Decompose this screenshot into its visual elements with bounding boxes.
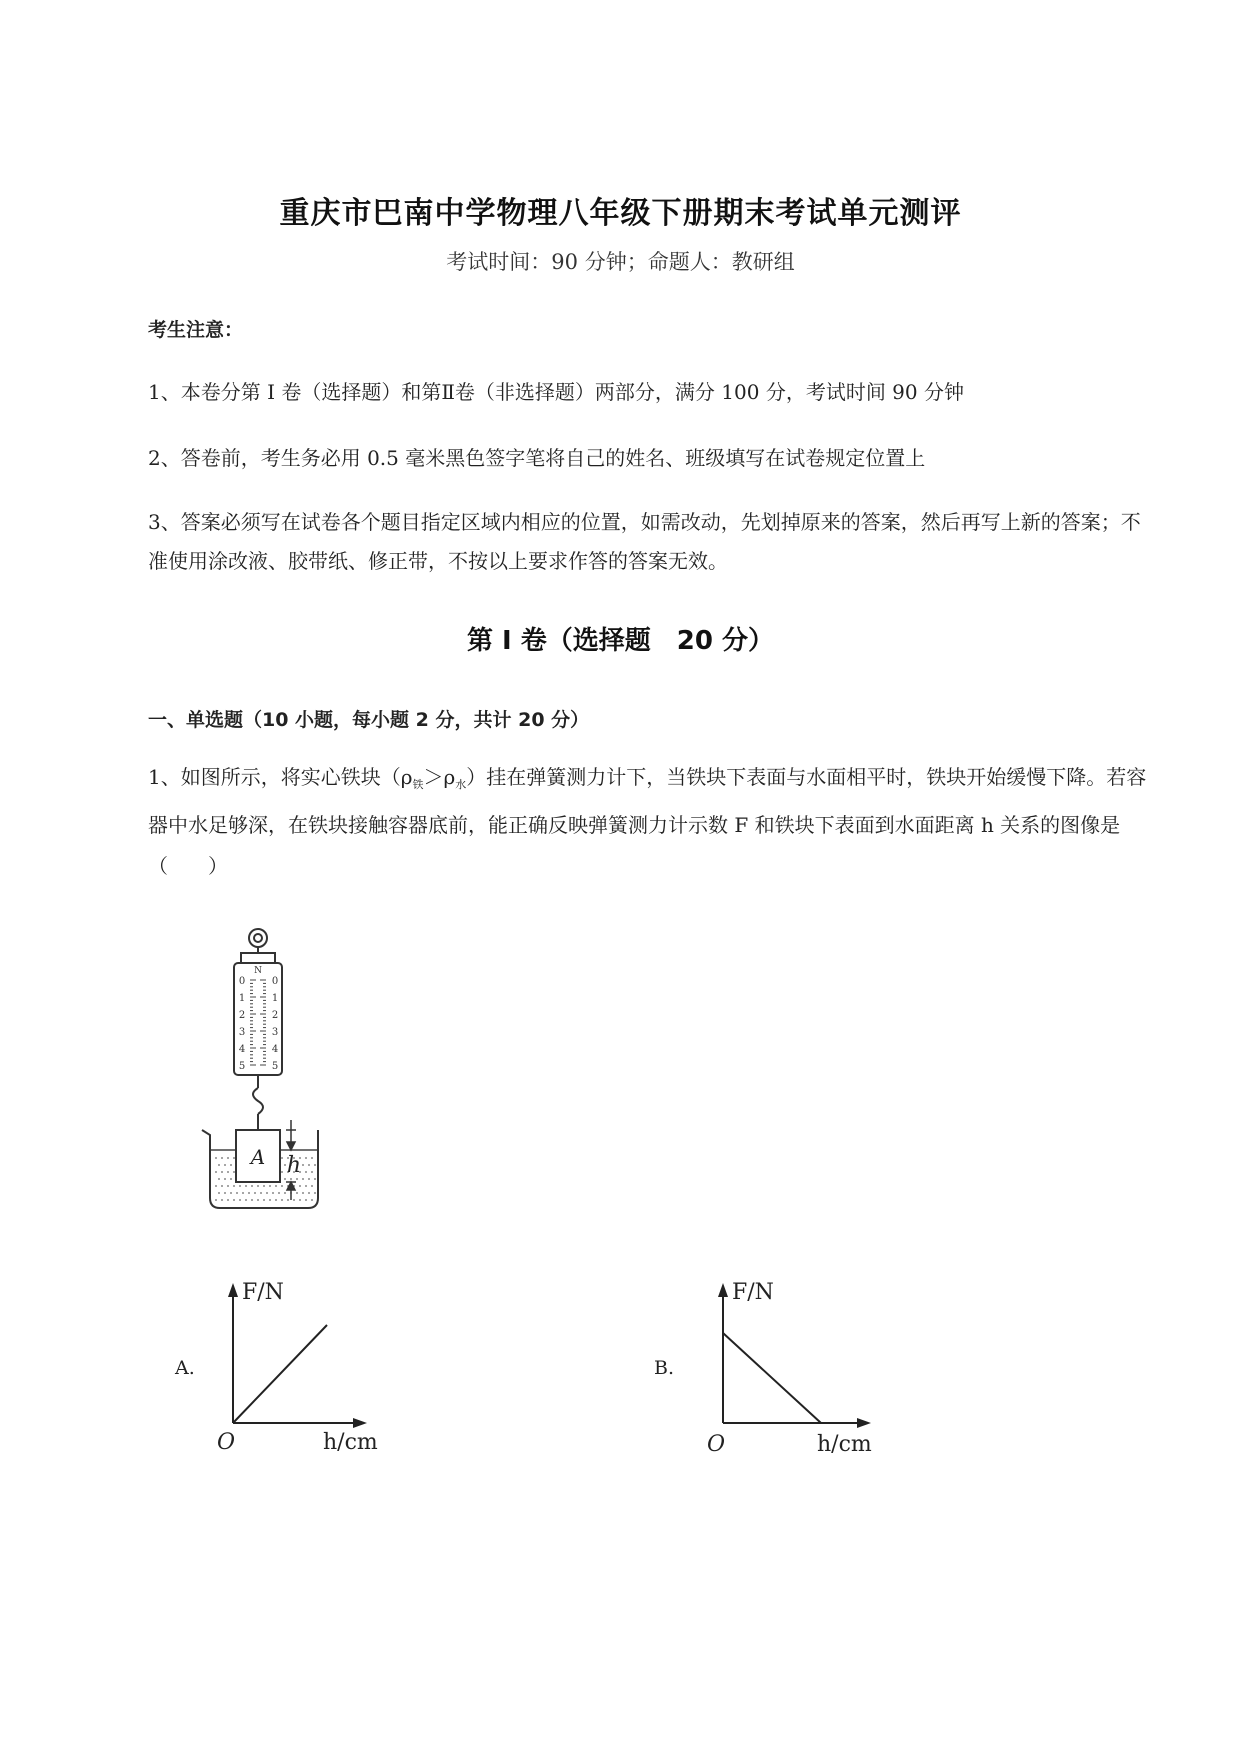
scale-number: 3 — [271, 1027, 279, 1038]
part-heading: 一、单选题（10 小题，每小题 2 分，共计 20 分） — [148, 709, 590, 731]
water-dot — [224, 1164, 226, 1166]
exam-subtitle: 考试时间：90 分钟；命题人：教研组 — [446, 250, 795, 274]
water-dot — [308, 1178, 310, 1180]
x-axis-label: h/cm — [817, 1432, 872, 1455]
water-dot — [293, 1199, 295, 1201]
scale-number: 3 — [238, 1027, 246, 1038]
water-dot — [230, 1178, 232, 1180]
water-dot — [311, 1171, 313, 1173]
scale-number: 1 — [271, 993, 279, 1004]
water-dot — [281, 1171, 283, 1173]
water-dot — [257, 1185, 259, 1187]
water-dot — [248, 1192, 250, 1194]
water-dot — [233, 1185, 235, 1187]
water-dot — [224, 1178, 226, 1180]
water-dot — [314, 1178, 316, 1180]
water-dot — [251, 1185, 253, 1187]
water-dot — [311, 1185, 313, 1187]
scale-number: 0 — [271, 976, 279, 987]
water-dot — [272, 1192, 274, 1194]
water-dot — [221, 1171, 223, 1173]
water-dot — [284, 1192, 286, 1194]
depth-indicator — [286, 1120, 301, 1200]
iron-block-label: A — [250, 1145, 266, 1169]
iron-block — [236, 1130, 280, 1182]
option-a-graph[interactable] — [215, 1275, 395, 1455]
water-dot — [218, 1178, 220, 1180]
water-dot — [239, 1199, 241, 1201]
water-dot — [308, 1164, 310, 1166]
water-dot — [311, 1199, 313, 1201]
y-axis-arrow — [228, 1283, 238, 1297]
water-dot — [230, 1164, 232, 1166]
water-dot — [239, 1185, 241, 1187]
subscript-iron: 铁 — [412, 778, 424, 791]
scale-number: 1 — [238, 993, 246, 1004]
option-a-label[interactable]: A. — [175, 1357, 195, 1379]
water-dot — [266, 1192, 268, 1194]
water-dot — [215, 1157, 217, 1159]
water-dot — [311, 1157, 313, 1159]
water-dot — [227, 1171, 229, 1173]
water-dot — [269, 1185, 271, 1187]
exam-title: 重庆市巴南中学物理八年级下册期末考试单元测评 — [279, 196, 962, 231]
water-dot — [233, 1171, 235, 1173]
option-b-label[interactable]: B. — [654, 1357, 675, 1379]
water-dot — [221, 1199, 223, 1201]
water-dot — [263, 1199, 265, 1201]
water-dot — [281, 1199, 283, 1201]
scale-numbers-left — [239, 976, 245, 1072]
water-dot — [224, 1192, 226, 1194]
water-dot — [233, 1157, 235, 1159]
water-dot — [302, 1164, 304, 1166]
water-dot — [308, 1192, 310, 1194]
notice-rule-2: 2、答卷前，考生务必用 0.5 毫米黑色签字笔将自己的姓名、班级填写在试卷规定位置上 — [148, 446, 926, 470]
water-dot — [218, 1164, 220, 1166]
y-axis-arrow — [718, 1283, 728, 1297]
water-dot — [215, 1185, 217, 1187]
water-dot — [215, 1199, 217, 1201]
question-1-gt: ＞ρ — [423, 765, 456, 789]
scale-ticks — [250, 980, 266, 1065]
origin-label: O — [217, 1430, 236, 1455]
water-dot — [221, 1185, 223, 1187]
water-dot — [275, 1199, 277, 1201]
water-dot — [296, 1178, 298, 1180]
water-dot — [290, 1178, 292, 1180]
water-dot — [278, 1192, 280, 1194]
water-dot — [287, 1199, 289, 1201]
water-dot — [314, 1164, 316, 1166]
origin-label: O — [707, 1432, 726, 1455]
water-dot — [305, 1199, 307, 1201]
water-dot — [281, 1157, 283, 1159]
water-dot — [305, 1185, 307, 1187]
water-dot — [263, 1185, 265, 1187]
water-dot — [251, 1199, 253, 1201]
question-1 — [148, 757, 1148, 887]
graph-line — [723, 1333, 821, 1423]
scale-number: 0 — [238, 976, 246, 987]
notice-heading: 考生注意： — [148, 319, 244, 341]
water-dot — [299, 1199, 301, 1201]
y-axis-label: F/N — [732, 1280, 774, 1305]
scale-number: 2 — [271, 1010, 279, 1021]
scale-number: 4 — [238, 1044, 246, 1055]
x-axis-label: h/cm — [323, 1430, 378, 1455]
subscript-water: 水 — [455, 778, 467, 791]
scale-numbers-right — [272, 976, 278, 1072]
depth-label: h — [286, 1153, 302, 1178]
scale-number: 4 — [271, 1044, 279, 1055]
water-dot — [245, 1185, 247, 1187]
water-dot — [260, 1192, 262, 1194]
water-dot — [233, 1199, 235, 1201]
water-dot — [218, 1192, 220, 1194]
graph-line — [233, 1325, 327, 1423]
water-dot — [230, 1192, 232, 1194]
water-dot — [227, 1185, 229, 1187]
water-dot — [269, 1199, 271, 1201]
water-dot — [314, 1192, 316, 1194]
water-dot — [296, 1192, 298, 1194]
water-dot — [299, 1185, 301, 1187]
water-dot — [242, 1192, 244, 1194]
option-b-graph[interactable] — [705, 1275, 895, 1455]
y-axis-label: F/N — [242, 1280, 284, 1305]
scale-number: 5 — [271, 1061, 279, 1072]
notice-rule-1: 1、本卷分第 I 卷（选择题）和第Ⅱ卷（非选择题）两部分，满分 100 分，考试时间 90 分钟 — [148, 380, 964, 404]
water-dot — [305, 1171, 307, 1173]
section-title: 第 I 卷（选择题 20 分） — [466, 626, 774, 656]
scale-unit-label: N — [254, 966, 262, 976]
notice-rule-3: 3、答案必须写在试卷各个题目指定区域内相应的位置，如需改动，先划掉原来的答案，然后再写上新的答案；不准使用涂改液、胶带纸、修正带，不按以上要求作答的答案无效。 — [148, 510, 1141, 573]
x-axis-arrow — [857, 1418, 871, 1428]
water-dot — [302, 1178, 304, 1180]
water-dot — [227, 1157, 229, 1159]
question-1-rest: ）挂在弹簧测力计下，当铁块下表面与水面相平时，铁块开始缓慢下降。若容器中水足够深，在铁块接触容器底前，能正确反映弹簧测力计示数 F 和铁块下表面到水面距离 h 关系的图像是（ ） — [148, 765, 1147, 878]
spring-scale-figure — [190, 920, 360, 1210]
water-dot — [227, 1199, 229, 1201]
water-dot — [221, 1157, 223, 1159]
water-dot — [281, 1185, 283, 1187]
water-dot — [215, 1171, 217, 1173]
water-dot — [284, 1164, 286, 1166]
water-dot — [275, 1185, 277, 1187]
question-1-lead: 1、如图所示，将实心铁块（ρ — [148, 765, 413, 789]
water-dot — [236, 1192, 238, 1194]
water-dot — [305, 1157, 307, 1159]
water-dot — [254, 1192, 256, 1194]
water-dot — [245, 1199, 247, 1201]
scale-number: 5 — [238, 1061, 246, 1072]
water-dot — [284, 1178, 286, 1180]
scale-number: 2 — [238, 1010, 246, 1021]
water-dot — [257, 1199, 259, 1201]
water-dot — [302, 1192, 304, 1194]
x-axis-arrow — [353, 1418, 367, 1428]
